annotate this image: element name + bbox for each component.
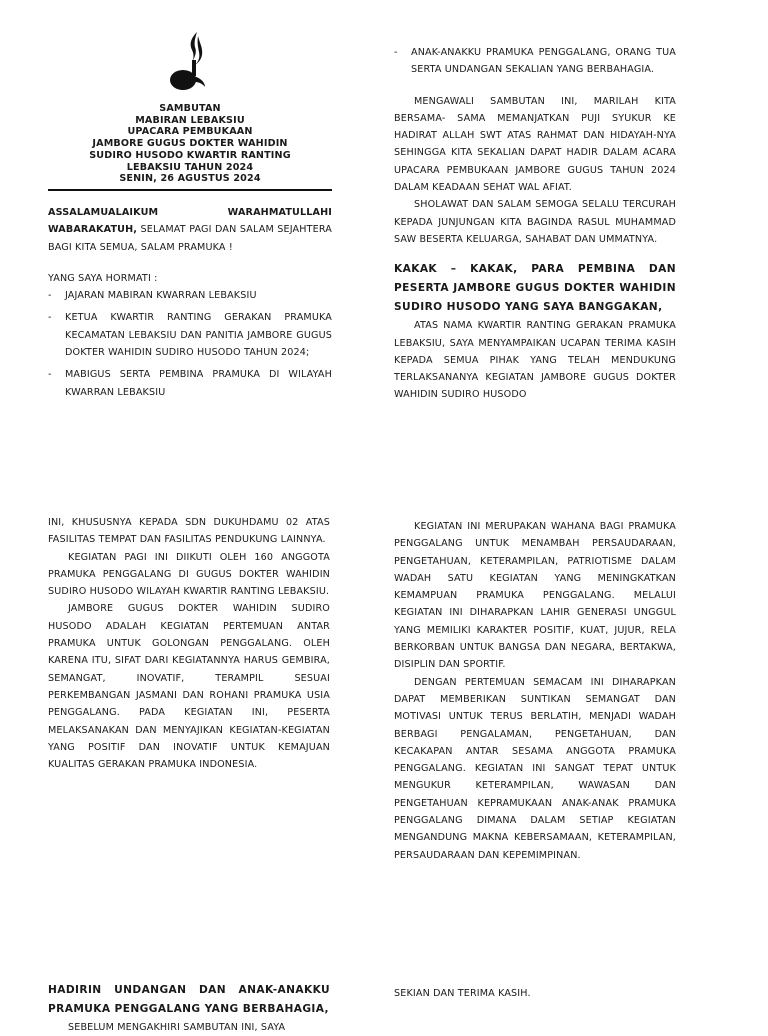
salutation-list-continued	[394, 44, 676, 79]
left-column-page1	[48, 30, 332, 401]
paragraph: KEGIATAN INI MERUPAKAN WAHANA BAGI PRAMUKA PENGGALANG UNTUK MENAMBAH PERSAUDARAAN, PENGETAHUAN, KETERAMPILAN, PATRIOTISME DALAM WADAH SATU KEGIATAN YANG MENINGKATKAN KEMAMPUAN PRAMUKA PENGGALANG. MELALUI KEGIATAN INI DIHARAPKAN LAHIR GENERASI UNGGUL YANG MEMILIKI KARAKTER POSITIF, KUAT, JUJUR, RELA BERKORBAN UNTUK BANGSA DAN NEGARA, BERTAKWA, DISIPLIN DAN SPORTIF.	[394, 521, 676, 671]
header-line: UPACARA PEMBUKAAN	[127, 126, 253, 138]
header-line: MABIRAN LEBAKSIU	[135, 114, 245, 126]
section-heading: KAKAK – KAKAK, PARA PEMBINA DAN PESERTA JAMBORE GUGUS DOKTER WAHIDIN SUDIRO HUSODO YANG SAYA BANGGAKAN,	[394, 263, 676, 314]
right-column-page3	[394, 985, 676, 1002]
paragraph: KEGIATAN PAGI INI DIIKUTI OLEH 160 ANGGOTA PRAMUKA PENGGALANG DI GUGUS DOKTER WAHIDIN SUDIRO HUSODO WILAYAH KWARTIR RANTING LEBAKSIU.	[48, 551, 330, 598]
paragraph: JAMBORE GUGUS DOKTER WAHIDIN SUDIRO HUSODO ADALAH KEGIATAN PERTEMUAN ANTAR PRAMUKA UNTUK GOLONGAN PENGGALANG. OLEH KARENA ITU, SIFAT DARI KEGIATANNYA HARUS GEMBIRA, SEMANGAT, INOVATIF, TERAMPIL SESUAI PERKEMBANGAN JASMANI DAN ROHANI PRAMUKA USIA PENGGALANG. PADA KEGIATAN INI, PESERTA MELAKSANAKAN DAN MENYAJIKAN KEGIATAN-KEGIATAN YANG POSITIF DAN INOVATIF UNTUK KEMAJUAN KUALITAS GERAKAN PRAMUKA INDONESIA.	[48, 603, 330, 771]
header-line: SUDIRO HUSODO KWARTIR RANTING	[89, 149, 291, 161]
right-column-page2	[394, 518, 676, 864]
salutation-intro: YANG SAYA HORMATI :	[48, 272, 158, 284]
header-date: SENIN, 26 AGUSTUS 2024	[119, 173, 261, 185]
paragraph-partial: SEBELUM MENGAKHIRI SAMBUTAN INI, SAYA	[68, 1022, 286, 1033]
list-item: - MABIGUS SERTA PEMBINA PRAMUKA DI WILAYAH KWARRAN LEBAKSIU	[48, 369, 332, 398]
logo	[46, 30, 332, 96]
paragraph: SHOLAWAT DAN SALAM SEMOGA SELALU TERCURAH KEPADA JUNJUNGAN KITA BAGINDA RASUL MUHAMMAD SAW BESERTA KELUARGA, SAHABAT DAN UMMATNYA.	[394, 199, 676, 245]
paragraph: ATAS NAMA KWARTIR RANTING GERAKAN PRAMUKA LEBAKSIU, SAYA MENYAMPAIKAN UCAPAN TERIMA KASIH KEPADA SEMUA PIHAK YANG TELAH MENDUKUNG TERLAKSANANYA KEGIATAN JAMBORE GUGUS DOKTER WAHIDIN SUDIRO HUSODO	[394, 320, 676, 401]
paragraph: INI, KHUSUSNYA KEPADA SDN DUKUHDAMU 02 ATAS FASILITAS TEMPAT DAN FASILITAS PENDUKUNG LAINNYA.	[48, 517, 330, 546]
list-item: - KETUA KWARTIR RANTING GERAKAN PRAMUKA KECAMATAN LEBAKSIU DAN PANITIA JAMBORE GUGUS DOKTER WAHIDIN SUDIRO HUSODO TAHUN 2024;	[48, 312, 332, 358]
tunas-kelapa-pramuka-icon	[167, 30, 211, 94]
left-column-page2	[48, 514, 330, 773]
left-column-page3	[48, 981, 330, 1036]
right-column-page1	[394, 44, 676, 404]
greeting-salam: ASSALAMUALAIKUM WARAHMATULLAHI WABARAKATUH,	[48, 206, 332, 236]
header-line: JAMBORE GUGUS DOKTER WAHIDIN	[92, 138, 288, 150]
paragraph: DENGAN PERTEMUAN SEMACAM INI DIHARAPKAN DAPAT MEMBERIKAN SUNTIKAN SEMANGAT DAN MOTIVASI UNTUK TERUS BERLATIH, MENJADI WADAH BERBAGI PENGALAMAN, PENGETAHUAN, DAN KECAKAPAN ANTAR SESAMA ANGGOTA PRAMUKA PENGGALANG. KEGIATAN INI SANGAT TEPAT UNTUK MENGUKUR KETERAMPILAN, WAWASAN DAN PENGETAHUAN KEPRAMUKAAN ANAK-ANAK PRAMUKA PENGGALANG DIMANA DALAM SETIAP KEGIATAN MENGANDUNG MAKNA KEBERSAMAAN, KETERAMPILAN, PERSAUDARAAN DAN KEPEMIMPINAN.	[394, 676, 676, 861]
list-item: - JAJARAN MABIRAN KWARRAN LEBAKSIU	[48, 290, 257, 302]
salutation-list	[48, 287, 332, 401]
document-header	[48, 103, 332, 185]
greeting	[48, 204, 332, 256]
list-item: - ANAK-ANAKKU PRAMUKA PENGGALANG, ORANG TUA SERTA UNDANGAN SEKALIAN YANG BERBAHAGIA.	[394, 47, 676, 76]
paragraph: MENGAWALI SAMBUTAN INI, MARILAH KITA BERSAMA- SAMA MEMANJATKAN PUJI SYUKUR KE HADIRAT ALLAH SWT ATAS RAHMAT DAN HIDAYAH-NYA SEHINGGA KITA SEKALIAN DAPAT HADIR DALAM ACARA UPACARA PEMBUKAAN JAMBORE GUGUS TAHUN 2024 DALAM KEADAAN SEHAT WAL AFIAT.	[394, 95, 676, 194]
closing-text: SEKIAN DAN TERIMA KASIH.	[394, 988, 531, 999]
greeting-rest: SELAMAT PAGI DAN SALAM SEJAHTERA BAGI KITA SEMUA, SALAM PRAMUKA !	[48, 224, 332, 253]
section-heading: HADIRIN UNDANGAN DAN ANAK-ANAKKU PRAMUKA PENGGALANG YANG BERBAHAGIA,	[48, 984, 330, 1015]
header-line: SAMBUTAN	[159, 103, 221, 114]
header-line: LEBAKSIU TAHUN 2024	[126, 161, 254, 173]
